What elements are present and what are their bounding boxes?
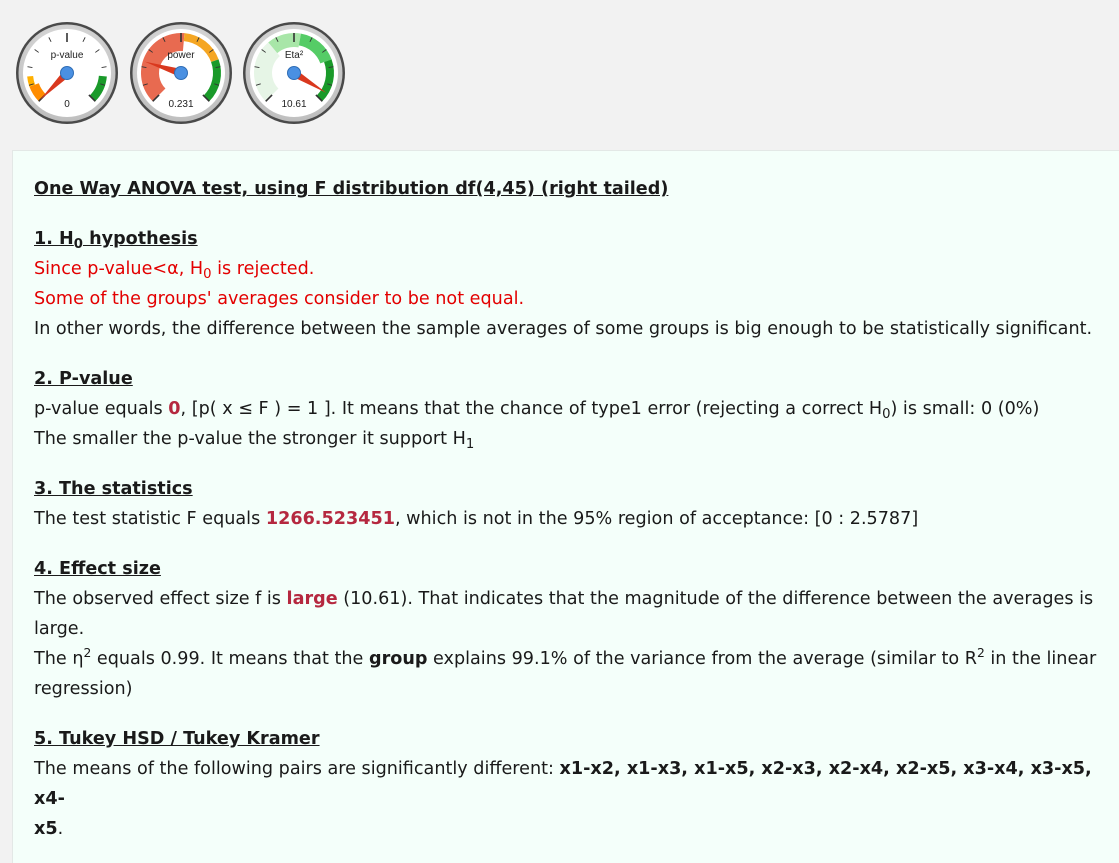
- section-pvalue: [34, 364, 1104, 454]
- effect-size-text-cont: large.: [34, 619, 85, 639]
- page-title: One Way ANOVA test, using F distribution df(4,45) (right tailed): [34, 179, 669, 199]
- h0-explanation-text: In other words, the difference between the sample averages of some groups is big enough to be statistically significant.: [34, 319, 1093, 339]
- h0-heading: 1. $H_0$ hypothesis: [34, 229, 198, 252]
- effect-size-heading: 4. Effect size: [34, 559, 161, 579]
- pvalue-heading: 2. P-value: [34, 369, 133, 389]
- effect-size-text: The observed effect size f is large (10.61). That indicates that the magnitude of the difference between the averages is: [34, 589, 1094, 609]
- gauge-label: Eta²: [284, 50, 304, 61]
- tukey-text: The means of the following pairs are significantly different: x1-x2, x1-x3, x1-x5, x2-x3, x2-x4, x2-x5, x3-x4, x3-x5, x4-: [34, 759, 1092, 809]
- section-h0: [34, 224, 1104, 344]
- gauges-row: [14, 14, 354, 126]
- tukey-heading: 5. Tukey HSD / Tukey Kramer: [34, 729, 320, 749]
- gauge-value: 10.61: [281, 99, 307, 110]
- tukey-text-cont: x5.: [34, 819, 64, 839]
- tukey-pairs: x1-x2, x1-x3, x1-x5, x2-x3, x2-x4, x2-x5, x3-x4, x3-x5, x4-: [34, 759, 1092, 809]
- gauge-label: p-value: [50, 50, 84, 61]
- gauge-hub: [288, 67, 301, 80]
- gauge-hub: [175, 67, 188, 80]
- pvalue-text: p-value equals 0, [p( x ≤ F ) = 1 ]. It means that the chance of type1 error (rejecting a correct $H_0$) is small: 0 (0%): [34, 399, 1040, 422]
- effect-size-value: large: [286, 589, 338, 609]
- gauge-eta-dial: [241, 14, 347, 126]
- gauge-hub: [61, 67, 74, 80]
- pvalue-value: 0: [168, 399, 181, 419]
- gauge-pvalue: [14, 14, 120, 126]
- pvalue-note: The smaller the p-value the stronger it support $H_1$: [34, 429, 475, 452]
- gauge-value: 0.231: [168, 99, 194, 110]
- statistics-text: The test statistic F equals 1266.523451, which is not in the 95% region of acceptance: [0 : 2.5787]: [34, 509, 919, 529]
- gauge-eta: [241, 14, 347, 126]
- gauge-label: power: [167, 50, 195, 61]
- gauge-power: [128, 14, 234, 126]
- f-statistic-value: 1266.523451: [265, 509, 395, 529]
- gauge-power-dial: [128, 14, 234, 126]
- section-statistics: [34, 474, 1104, 534]
- statistics-heading: 3. The statistics: [34, 479, 193, 499]
- gauge-value: 0: [64, 99, 70, 110]
- gauge-pvalue-dial: [14, 14, 120, 126]
- eta-squared-text: The $\eta^2$ equals 0.99. It means that the group explains 99.1% of the variance from the average (similar to $R^2$ in the linear: [34, 646, 1097, 669]
- results-panel: [12, 150, 1119, 863]
- section-effect-size: [34, 554, 1104, 704]
- eta-squared-text-cont: regression): [34, 679, 133, 699]
- section-tukey: [34, 724, 1104, 844]
- h0-rejected-text: Since p-value<α, $H_0$ is rejected.: [34, 259, 315, 282]
- h0-conclusion-text: Some of the groups' averages consider to be not equal.: [34, 289, 525, 309]
